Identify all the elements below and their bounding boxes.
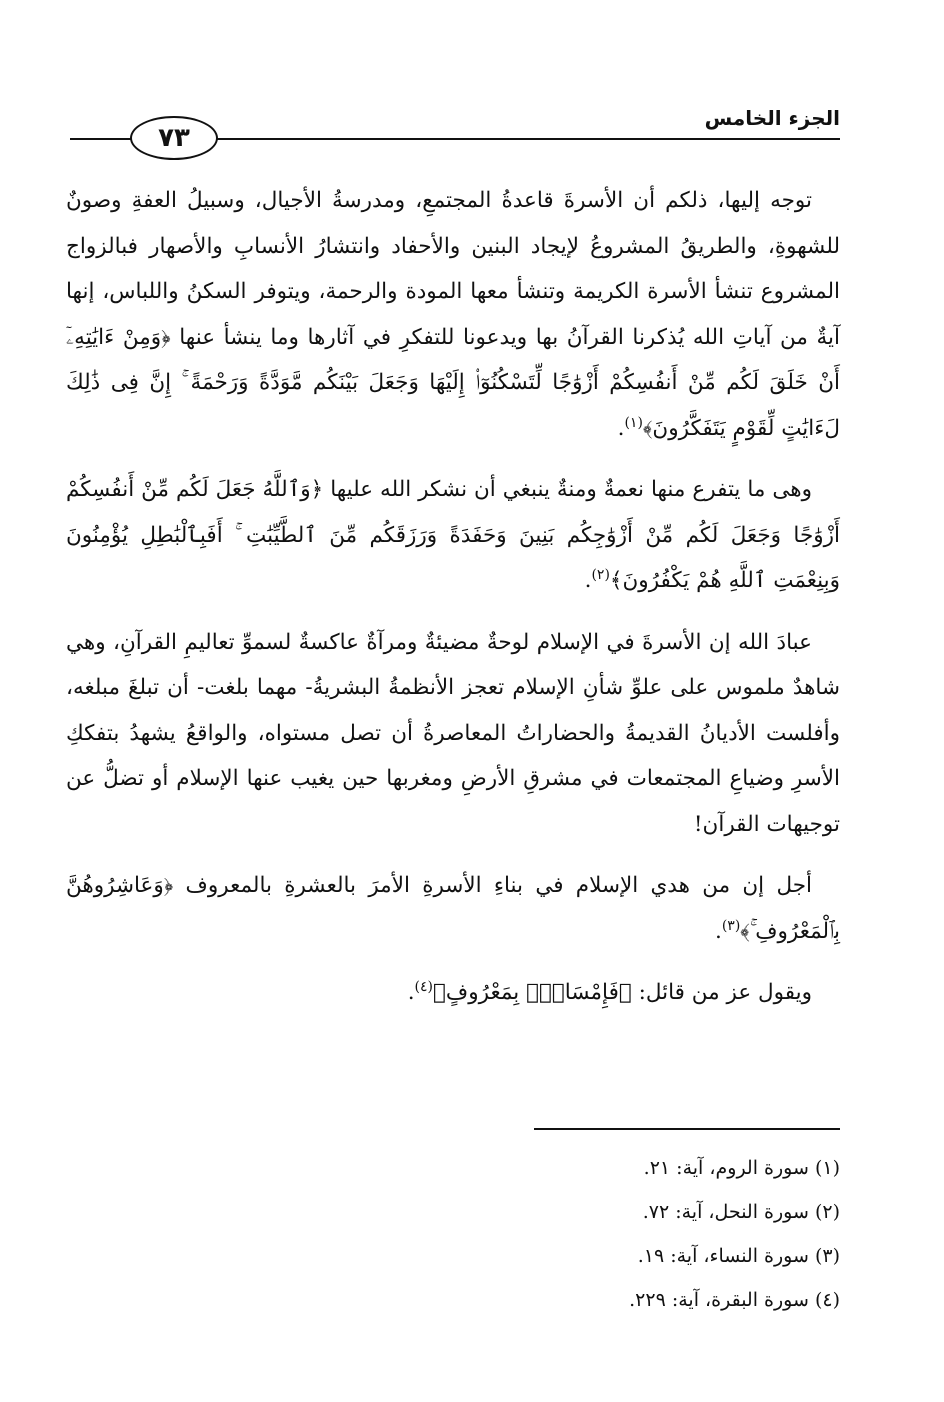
- paragraph-text: توجه إليها، ذلكم أن الأسرةَ قاعدةُ المجتمعِ، ومدرسةُ الأجيال، وسبيلُ العفةِ وصونٌ للشهوةِ، والطريقُ المشروعُ لإيجاد البنين والأحفاد وانتشارُ الأنسابِ والأصهار فبالزواج المشروع تنشأ الأسرة الكريمة وتنشأ معها المودة والرحمة، ويتوفر السكنُ واللباس، إنها آيةٌ من آياتِ الله يُذكرنا القرآنُ بها ويدعونا للتفكرِ في آثارها وما ينشأ عنها: [66, 188, 840, 350]
- quran-quote: ﴿وَمِنْ ءَايَٰتِهِۦٓ أَنْ خَلَقَ لَكُم مِّنْ أَنفُسِكُمْ أَزْوَٰجًا لِّتَسْكُنُوٓا۟ إِلَيْهَا وَجَعَلَ بَيْنَكُم مَّوَدَّةً وَرَحْمَةً ۚ إِنَّ فِى ذَٰلِكَ لَءَايَٰتٍ لِّقَوْمٍ يَتَفَكَّرُونَ﴾: [66, 324, 840, 441]
- paragraph-end: .: [407, 980, 415, 1005]
- footnote-ref: (٢): [591, 566, 610, 583]
- page-number: ٧٣: [130, 116, 218, 160]
- footnote-ref: (٤): [414, 978, 434, 995]
- paragraph-end: .: [617, 415, 625, 441]
- paragraph: [66, 178, 840, 451]
- paragraph: [66, 620, 840, 848]
- paragraph: [66, 970, 840, 1016]
- footnote: (٣) سورة النساء، آية: ١٩.: [637, 1245, 840, 1267]
- quran-quote: ﴿وَعَاشِرُوهُنَّ بِٱلْمَعْرُوفِ ۚ﴾: [66, 873, 840, 944]
- paragraph-text: وهى ما يتفرع منها نعمةٌ ومنةٌ ينبغي أن نشكر الله عليها: [323, 477, 812, 502]
- quran-quote: ﴿وَٱللَّهُ جَعَلَ لَكُم مِّنْ أَنفُسِكُمْ أَزْوَٰجًا وَجَعَلَ لَكُم مِّنْ أَزْوَٰجِكُم بَنِينَ وَحَفَدَةً وَرَزَقَكُم مِّنَ ٱلطَّيِّبَٰتِ ۚ أَفَبِٱلْبَٰطِلِ يُؤْمِنُونَ وَبِنِعْمَتِ ٱللَّهِ هُمْ يَكْفُرُونَ﴾: [66, 477, 840, 593]
- quran-quote: ﴿فَإِمْسَاكٌۢ بِمَعْرُوفٍ﴾: [433, 980, 632, 1005]
- chapter-title: الجزء الخامس: [704, 106, 840, 130]
- paragraph: [66, 467, 840, 604]
- paragraph-text: عبادَ الله إن الأسرةَ في الإسلام لوحةٌ مضيئةٌ ومرآةٌ عاكسةٌ لسموِّ تعاليمِ القرآنِ، وهي شاهدٌ ملموس على علوِّ شأنِ الإسلام تعجز الأنظمةُ البشريةُ- مهما بلغت- أن تبلغَ مبلغه، وأفلست الأديانُ القديمةُ والحضاراتُ المعاصرةُ أن تصل مستواه، والواقعُ يشهدُ بتفككِ الأسرِ وضياعِ المجتمعات في مشرقِ الأرضِ ومغربها حين يغيب عنها الإسلام أو تضلُّ عن توجيهات القرآن!: [66, 629, 840, 837]
- footnote-ref: (٣): [721, 917, 741, 934]
- paragraph-end: .: [584, 568, 592, 593]
- footnote: (٤) سورة البقرة، آية: ٢٢٩.: [629, 1289, 840, 1311]
- footnote-ref: (١): [624, 414, 643, 431]
- paragraph-text: ويقول عز من قائل:: [631, 980, 812, 1005]
- footnote-separator: [534, 1128, 840, 1130]
- page-header: [70, 100, 840, 160]
- paragraph-text: أجل إن من هدي الإسلام في بناءِ الأسرةِ الأمرَ بالعشرةِ بالمعروف: [173, 873, 812, 898]
- footnote: (٢) سورة النحل، آية: ٧٢.: [642, 1201, 840, 1223]
- paragraph-end: .: [714, 918, 722, 944]
- paragraph: [66, 863, 840, 954]
- main-text: [66, 178, 840, 1016]
- footnote: (١) سورة الروم، آية: ٢١.: [643, 1157, 840, 1179]
- footnotes: [400, 1146, 840, 1322]
